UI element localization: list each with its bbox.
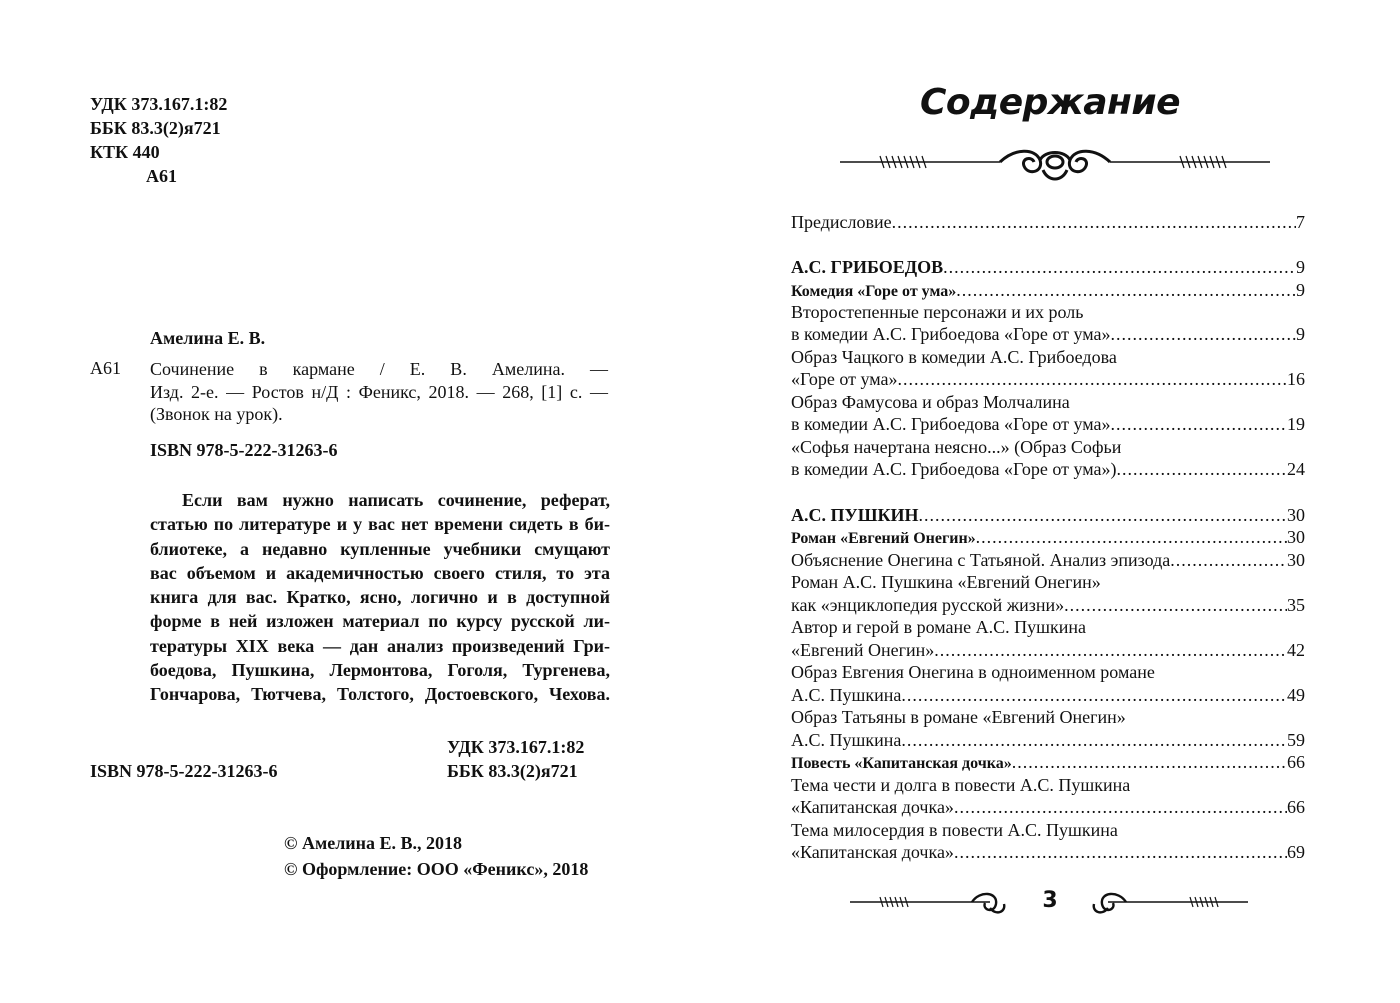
toc-item: в комедии А.С. Грибоедова «Горе от ума» ..... 19 bbox=[791, 413, 1305, 435]
bib-line: Изд. 2-е. — Ростов н/Д : Феникс, 2018. — 268, [1] с. — bbox=[150, 381, 608, 402]
udk-code: УДК 373.167.1:82 bbox=[90, 94, 228, 114]
toc-item: Комедия «Горе от ума» ..... 9 bbox=[791, 279, 1305, 301]
title-ornament-icon bbox=[840, 140, 1270, 190]
toc-item: Образ Евгения Онегина в одноименном романе bbox=[791, 662, 1155, 682]
toc-item: Тема чести и долга в повести А.С. Пушкина bbox=[791, 775, 1131, 795]
annotation-line: тературы XIX века — дан анализ произведений Гри- bbox=[150, 635, 610, 656]
isbn-top: ISBN 978-5-222-31263-6 bbox=[150, 440, 338, 460]
bibliographic-description bbox=[150, 358, 608, 426]
toc-item: Объяснение Онегина с Татьяной. Анализ эпизода ..... 30 bbox=[791, 549, 1305, 571]
annotation-line: Если вам нужно написать сочинение, реферат, bbox=[182, 490, 610, 510]
annotation-line: блиотеке, а недавно купленные учебники смущают bbox=[150, 538, 610, 559]
annotation-line: боедова, Пушкина, Лермонтова, Гоголя, Тургенева, bbox=[150, 660, 610, 681]
toc-item: Предисловие ..... 7 bbox=[791, 211, 1305, 233]
ktk-code: КТК 440 bbox=[90, 142, 160, 162]
bib-line: Сочинение в кармане / Е. В. Амелина. — bbox=[150, 359, 608, 379]
annotation-line: Гончарова, Тютчева, Толстого, Достоевского, Чехова. bbox=[150, 684, 610, 705]
bib-line: (Звонок на урок). bbox=[150, 404, 283, 424]
annotation-line: форме в ней изложен материал по курсу русской ли- bbox=[150, 611, 610, 632]
toc-item: Образ Чацкого в комедии А.С. Грибоедова bbox=[791, 347, 1117, 367]
toc-item: «Капитанская дочка» ..... 66 bbox=[791, 796, 1305, 818]
bbk-code-bottom: ББК 83.3(2)я721 bbox=[447, 761, 578, 781]
toc-item: «Капитанская дочка» ..... 69 bbox=[791, 841, 1305, 863]
toc-item: А.С. ГРИБОЕДОВ ..... 9 bbox=[791, 256, 1305, 278]
entry-label: А61 bbox=[90, 358, 121, 378]
annotation bbox=[150, 488, 610, 707]
toc-item: в комедии А.С. Грибоедова «Горе от ума» ..... 9 bbox=[791, 323, 1305, 345]
isbn-bottom: ISBN 978-5-222-31263-6 bbox=[90, 761, 278, 781]
page-number: 3 bbox=[1042, 888, 1058, 913]
toc-item: «Софья начертана неясно...» (Образ Софьи bbox=[791, 437, 1122, 457]
toc-item: А.С. ПУШКИН ..... 30 bbox=[791, 504, 1305, 526]
toc-item: Второстепенные персонажи и их роль bbox=[791, 302, 1084, 322]
udk-code-bottom: УДК 373.167.1:82 bbox=[447, 737, 585, 757]
copyright-author: © Амелина Е. В., 2018 bbox=[284, 833, 463, 853]
toc-item: в комедии А.С. Грибоедова «Горе от ума») ..... 24 bbox=[791, 458, 1305, 480]
toc-item: «Евгений Онегин» ..... 42 bbox=[791, 639, 1305, 661]
toc-item: Автор и герой в романе А.С. Пушкина bbox=[791, 617, 1086, 637]
annotation-line: вас объемом и академичностью своего стиля, то эта bbox=[150, 562, 610, 583]
copyrights bbox=[284, 830, 588, 882]
annotation-line: статью по литературе и у вас нет времени сидеть в би- bbox=[150, 514, 610, 535]
toc-item: как «энциклопедия русской жизни» ..... 35 bbox=[791, 594, 1305, 616]
author-heading: Амелина Е. В. bbox=[150, 328, 266, 348]
index-mark: А61 bbox=[146, 166, 177, 186]
toc-item: Роман «Евгений Онегин» ..... 30 bbox=[791, 526, 1305, 548]
copyright-design: © Оформление: ООО «Феникс», 2018 bbox=[284, 859, 589, 879]
toc-item: А.С. Пушкина ..... 49 bbox=[791, 684, 1305, 706]
index-codes-block bbox=[90, 92, 227, 188]
bbk-code: ББК 83.3(2)я721 bbox=[90, 118, 221, 138]
toc-item: А.С. Пушкина ..... 59 bbox=[791, 729, 1305, 751]
bottom-codes bbox=[447, 735, 584, 783]
toc-item: Образ Фамусова и образ Молчалина bbox=[791, 392, 1070, 412]
toc-item: Роман А.С. Пушкина «Евгений Онегин» bbox=[791, 572, 1101, 592]
toc-item: «Горе от ума» ..... 16 bbox=[791, 368, 1305, 390]
toc-item: Тема милосердия в повести А.С. Пушкина bbox=[791, 820, 1118, 840]
toc-item: Образ Татьяны в романе «Евгений Онегин» bbox=[791, 707, 1126, 727]
annotation-line: книга для вас. Кратко, ясно, логично и в доступной bbox=[150, 587, 610, 608]
toc-item: Повесть «Капитанская дочка» ..... 66 bbox=[791, 751, 1305, 773]
page-title: Содержание bbox=[919, 82, 1181, 123]
